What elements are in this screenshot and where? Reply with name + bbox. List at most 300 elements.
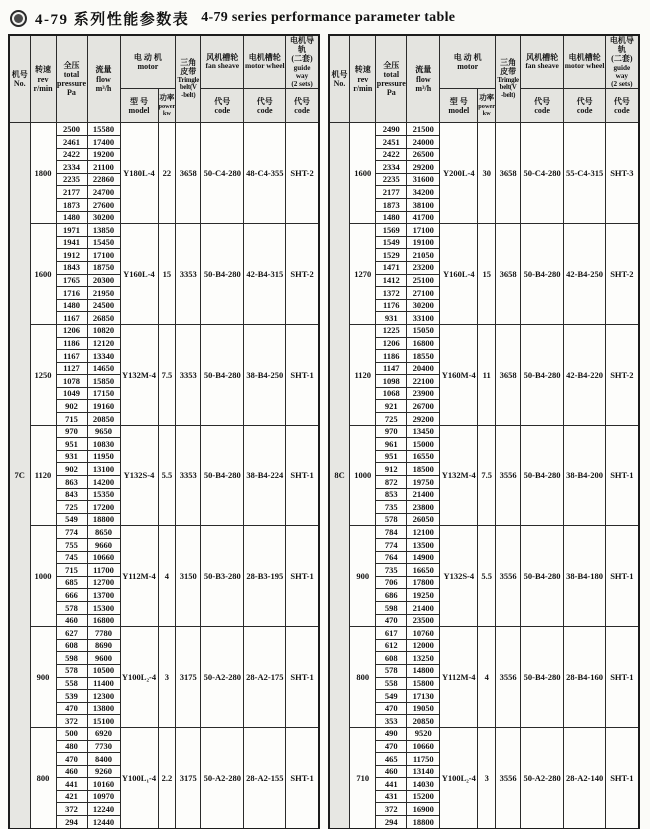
data-row xyxy=(329,727,639,740)
header-pressure: 全压 total pressure Pa xyxy=(56,35,87,123)
fan-sheave-code-cell: 50-B4-280 xyxy=(521,324,564,425)
pressure-cell: 2235 xyxy=(376,173,407,186)
pressure-cell: 558 xyxy=(56,677,87,690)
flow-cell: 13450 xyxy=(407,425,440,438)
flow-cell: 16800 xyxy=(87,614,120,627)
rev-cell: 1000 xyxy=(350,425,376,526)
flow-cell: 15800 xyxy=(407,677,440,690)
data-row xyxy=(329,627,639,640)
pressure-cell: 2461 xyxy=(56,136,87,149)
fan-sheave-code-cell: 50-A2-280 xyxy=(201,627,244,728)
pressure-cell: 774 xyxy=(376,539,407,552)
flow-cell: 14030 xyxy=(407,778,440,791)
pressure-cell: 1078 xyxy=(56,375,87,388)
belt-cell: 3175 xyxy=(176,727,201,828)
header-no: 机号 No. xyxy=(9,35,30,123)
data-row xyxy=(9,627,319,640)
flow-cell: 21400 xyxy=(407,601,440,614)
pressure-cell: 627 xyxy=(56,627,87,640)
guide-code-cell: SHT-1 xyxy=(606,526,639,627)
motor-model-cell: Y100L₂-4 xyxy=(440,727,478,828)
fan-sheave-code-cell: 50-B4-280 xyxy=(201,425,244,526)
pressure-cell: 951 xyxy=(56,438,87,451)
motor-model-cell: Y160L-4 xyxy=(440,224,478,325)
motor-wheel-code-cell: 38-B4-180 xyxy=(564,526,606,627)
flow-cell: 21950 xyxy=(87,287,120,300)
header-code-guide: 代号 code xyxy=(286,89,319,123)
pressure-cell: 2334 xyxy=(376,161,407,174)
rev-cell: 1270 xyxy=(350,224,376,325)
pressure-cell: 1569 xyxy=(376,224,407,237)
belt-cell: 3150 xyxy=(176,526,201,627)
rev-cell: 1120 xyxy=(30,425,56,526)
flow-cell: 26850 xyxy=(87,312,120,325)
pressure-cell: 1098 xyxy=(376,375,407,388)
power-cell: 2.2 xyxy=(158,727,176,828)
flow-cell: 15100 xyxy=(87,715,120,728)
page-title xyxy=(0,0,650,34)
pressure-cell: 460 xyxy=(376,765,407,778)
page-title-en: 4-79 series performance parameter table xyxy=(201,10,456,25)
motor-wheel-code-cell: 28-B3-195 xyxy=(244,526,286,627)
flow-cell: 13340 xyxy=(87,350,120,363)
flow-cell: 18750 xyxy=(87,261,120,274)
page-title-cn: 4-79 系列性能参数表 xyxy=(35,11,190,28)
fan-sheave-code-cell: 50-B4-280 xyxy=(521,425,564,526)
flow-cell: 11750 xyxy=(407,753,440,766)
belt-cell: 3353 xyxy=(176,224,201,325)
flow-cell: 29200 xyxy=(407,161,440,174)
flow-cell: 7730 xyxy=(87,740,120,753)
pressure-cell: 1372 xyxy=(376,287,407,300)
pressure-cell: 2422 xyxy=(376,148,407,161)
guide-code-cell: SHT-1 xyxy=(286,526,319,627)
flow-cell: 17400 xyxy=(87,136,120,149)
pressure-cell: 441 xyxy=(56,778,87,791)
pressure-cell: 578 xyxy=(376,513,407,526)
flow-cell: 15580 xyxy=(87,123,120,136)
header-motor: 电 动 机 motor xyxy=(440,35,496,89)
pressure-cell: 598 xyxy=(376,601,407,614)
flow-cell: 17130 xyxy=(407,690,440,703)
flow-cell: 16550 xyxy=(407,450,440,463)
motor-model-cell: Y132S-4 xyxy=(440,526,478,627)
flow-cell: 13250 xyxy=(407,652,440,665)
pressure-cell: 490 xyxy=(376,727,407,740)
data-row xyxy=(329,425,639,438)
flow-cell: 21100 xyxy=(87,161,120,174)
pressure-cell: 1480 xyxy=(376,211,407,224)
motor-wheel-code-cell: 42-B4-220 xyxy=(564,324,606,425)
motor-model-cell: Y112M-4 xyxy=(440,627,478,728)
pressure-cell: 1412 xyxy=(376,274,407,287)
pressure-cell: 441 xyxy=(376,778,407,791)
pressure-cell: 1480 xyxy=(56,299,87,312)
pressure-cell: 1186 xyxy=(376,350,407,363)
header-guide: 电机导轨 (二套) guide way (2 sets) xyxy=(286,35,319,89)
flow-cell: 24500 xyxy=(87,299,120,312)
flow-cell: 41700 xyxy=(407,211,440,224)
pressure-cell: 372 xyxy=(56,715,87,728)
pressure-cell: 539 xyxy=(56,690,87,703)
flow-cell: 19160 xyxy=(87,400,120,413)
fan-sheave-code-cell: 50-A2-280 xyxy=(521,727,564,828)
pressure-cell: 2235 xyxy=(56,173,87,186)
pressure-cell: 612 xyxy=(376,639,407,652)
pressure-cell: 1873 xyxy=(376,198,407,211)
pressure-cell: 1049 xyxy=(56,387,87,400)
flow-cell: 30200 xyxy=(87,211,120,224)
pressure-cell: 1206 xyxy=(56,324,87,337)
pressure-cell: 970 xyxy=(376,425,407,438)
flow-cell: 15350 xyxy=(87,488,120,501)
pressure-cell: 970 xyxy=(56,425,87,438)
flow-cell: 17200 xyxy=(87,501,120,514)
pressure-cell: 735 xyxy=(376,501,407,514)
belt-cell: 3556 xyxy=(496,727,521,828)
flow-cell: 17100 xyxy=(407,224,440,237)
pressure-cell: 460 xyxy=(56,614,87,627)
pressure-cell: 715 xyxy=(56,564,87,577)
pressure-cell: 470 xyxy=(56,753,87,766)
rev-cell: 1000 xyxy=(30,526,56,627)
pressure-cell: 421 xyxy=(56,790,87,803)
pressure-cell: 1912 xyxy=(56,249,87,262)
flow-cell: 29200 xyxy=(407,413,440,426)
pressure-cell: 1971 xyxy=(56,224,87,237)
header-code-wheel: 代号 code xyxy=(244,89,286,123)
motor-wheel-code-cell: 38-B4-200 xyxy=(564,425,606,526)
pressure-cell: 1471 xyxy=(376,261,407,274)
flow-cell: 14900 xyxy=(407,551,440,564)
flow-cell: 15850 xyxy=(87,375,120,388)
flow-cell: 10970 xyxy=(87,790,120,803)
pressure-cell: 353 xyxy=(376,715,407,728)
pressure-cell: 902 xyxy=(56,463,87,476)
rev-cell: 1250 xyxy=(30,324,56,425)
pressure-cell: 1549 xyxy=(376,236,407,249)
power-cell: 7.5 xyxy=(478,425,496,526)
pressure-cell: 558 xyxy=(376,677,407,690)
belt-cell: 3658 xyxy=(496,224,521,325)
pressure-cell: 431 xyxy=(376,790,407,803)
motor-model-cell: Y160M-4 xyxy=(440,324,478,425)
pressure-cell: 2334 xyxy=(56,161,87,174)
flow-cell: 15000 xyxy=(407,438,440,451)
parameter-table xyxy=(8,34,320,829)
fan-sheave-code-cell: 50-B4-280 xyxy=(201,224,244,325)
header-model: 型 号 model xyxy=(440,89,478,123)
rev-cell: 1800 xyxy=(30,123,56,224)
flow-cell: 30200 xyxy=(407,299,440,312)
tables-row xyxy=(0,34,650,829)
flow-cell: 19200 xyxy=(87,148,120,161)
pressure-cell: 902 xyxy=(56,400,87,413)
flow-cell: 9660 xyxy=(87,539,120,552)
pressure-cell: 1186 xyxy=(56,337,87,350)
fan-sheave-code-cell: 50-B4-280 xyxy=(521,224,564,325)
flow-cell: 10830 xyxy=(87,438,120,451)
guide-code-cell: SHT-2 xyxy=(606,324,639,425)
power-cell: 11 xyxy=(478,324,496,425)
belt-cell: 3175 xyxy=(176,627,201,728)
power-cell: 5.5 xyxy=(478,526,496,627)
pressure-cell: 372 xyxy=(56,803,87,816)
header-fan-sheave: 风机槽轮 fan sheave xyxy=(521,35,564,89)
pressure-cell: 725 xyxy=(56,501,87,514)
flow-cell: 11950 xyxy=(87,450,120,463)
parameter-table xyxy=(328,34,640,829)
motor-wheel-code-cell: 38-B4-224 xyxy=(244,425,286,526)
fan-sheave-code-cell: 50-B3-280 xyxy=(201,526,244,627)
flow-cell: 9600 xyxy=(87,652,120,665)
data-row xyxy=(9,224,319,237)
rev-cell: 800 xyxy=(30,727,56,828)
header-motor-wheel: 电机槽轮 motor wheel xyxy=(564,35,606,89)
motor-model-cell: Y200L-4 xyxy=(440,123,478,224)
motor-wheel-code-cell: 28-B4-160 xyxy=(564,627,606,728)
flow-cell: 21400 xyxy=(407,488,440,501)
pressure-cell: 608 xyxy=(376,652,407,665)
pressure-cell: 2490 xyxy=(376,123,407,136)
flow-cell: 12240 xyxy=(87,803,120,816)
pressure-cell: 853 xyxy=(376,488,407,501)
flow-cell: 14650 xyxy=(87,362,120,375)
pressure-cell: 685 xyxy=(56,576,87,589)
flow-cell: 10160 xyxy=(87,778,120,791)
header-rev: 转速 rev r/min xyxy=(350,35,376,123)
pressure-cell: 549 xyxy=(376,690,407,703)
guide-code-cell: SHT-2 xyxy=(286,123,319,224)
header-motor: 电 动 机 motor xyxy=(120,35,176,89)
rev-cell: 900 xyxy=(350,526,376,627)
pressure-cell: 578 xyxy=(56,664,87,677)
pressure-cell: 784 xyxy=(376,526,407,539)
flow-cell: 11400 xyxy=(87,677,120,690)
motor-wheel-code-cell: 28-A2-155 xyxy=(244,727,286,828)
header-no: 机号 No. xyxy=(329,35,350,123)
pressure-cell: 1873 xyxy=(56,198,87,211)
flow-cell: 10760 xyxy=(407,627,440,640)
guide-code-cell: SHT-1 xyxy=(606,727,639,828)
pressure-cell: 921 xyxy=(376,400,407,413)
data-row xyxy=(329,526,639,539)
pressure-cell: 931 xyxy=(376,312,407,325)
flow-cell: 16650 xyxy=(407,564,440,577)
flow-cell: 31600 xyxy=(407,173,440,186)
flow-cell: 15200 xyxy=(407,790,440,803)
header-power: 功率 power kw xyxy=(158,89,176,123)
header-model: 型 号 model xyxy=(120,89,158,123)
flow-cell: 11700 xyxy=(87,564,120,577)
flow-cell: 15050 xyxy=(407,324,440,337)
parameter-table-7c xyxy=(8,34,320,829)
flow-cell: 20850 xyxy=(87,413,120,426)
pressure-cell: 755 xyxy=(56,539,87,552)
guide-code-cell: SHT-2 xyxy=(606,224,639,325)
flow-cell: 26700 xyxy=(407,400,440,413)
header-belt: 三角 皮带 Trimgle belt(V -belt) xyxy=(496,35,521,123)
pressure-cell: 608 xyxy=(56,639,87,652)
data-row xyxy=(329,224,639,237)
guide-code-cell: SHT-1 xyxy=(606,627,639,728)
pressure-cell: 1176 xyxy=(376,299,407,312)
flow-cell: 12100 xyxy=(407,526,440,539)
pressure-cell: 1716 xyxy=(56,287,87,300)
guide-code-cell: SHT-1 xyxy=(606,425,639,526)
pressure-cell: 2500 xyxy=(56,123,87,136)
rev-cell: 710 xyxy=(350,727,376,828)
flow-cell: 8400 xyxy=(87,753,120,766)
pressure-cell: 470 xyxy=(376,740,407,753)
flow-cell: 21050 xyxy=(407,249,440,262)
flow-cell: 10660 xyxy=(407,740,440,753)
flow-cell: 26050 xyxy=(407,513,440,526)
flow-cell: 8650 xyxy=(87,526,120,539)
guide-code-cell: SHT-2 xyxy=(286,224,319,325)
flow-cell: 23900 xyxy=(407,387,440,400)
header-pressure: 全压 total pressure Pa xyxy=(376,35,407,123)
flow-cell: 21500 xyxy=(407,123,440,136)
flow-cell: 19750 xyxy=(407,476,440,489)
header-motor-wheel: 电机槽轮 motor wheel xyxy=(244,35,286,89)
pressure-cell: 372 xyxy=(376,803,407,816)
flow-cell: 22100 xyxy=(407,375,440,388)
header-code-fan: 代号 code xyxy=(201,89,244,123)
pressure-cell: 1480 xyxy=(56,211,87,224)
pressure-cell: 2451 xyxy=(376,136,407,149)
belt-cell: 3556 xyxy=(496,425,521,526)
flow-cell: 13140 xyxy=(407,765,440,778)
flow-cell: 18550 xyxy=(407,350,440,363)
flow-cell: 34200 xyxy=(407,186,440,199)
flow-cell: 17800 xyxy=(407,576,440,589)
flow-cell: 24700 xyxy=(87,186,120,199)
pressure-cell: 294 xyxy=(56,816,87,829)
power-cell: 15 xyxy=(158,224,176,325)
pressure-cell: 843 xyxy=(56,488,87,501)
power-cell: 3 xyxy=(478,727,496,828)
flow-cell: 19050 xyxy=(407,702,440,715)
pressure-cell: 961 xyxy=(376,438,407,451)
pressure-cell: 666 xyxy=(56,589,87,602)
pressure-cell: 863 xyxy=(56,476,87,489)
flow-cell: 13800 xyxy=(87,702,120,715)
fan-sheave-code-cell: 50-A2-280 xyxy=(201,727,244,828)
pressure-cell: 951 xyxy=(376,450,407,463)
pressure-cell: 460 xyxy=(56,765,87,778)
motor-wheel-code-cell: 42-B4-315 xyxy=(244,224,286,325)
flow-cell: 22860 xyxy=(87,173,120,186)
guide-code-cell: SHT-1 xyxy=(286,425,319,526)
rev-cell: 1600 xyxy=(30,224,56,325)
pressure-cell: 598 xyxy=(56,652,87,665)
pressure-cell: 470 xyxy=(376,614,407,627)
pressure-cell: 1843 xyxy=(56,261,87,274)
flow-cell: 15450 xyxy=(87,236,120,249)
flow-cell: 23800 xyxy=(407,501,440,514)
data-row xyxy=(9,727,319,740)
flow-cell: 12000 xyxy=(407,639,440,652)
flow-cell: 16800 xyxy=(407,337,440,350)
flow-cell: 27600 xyxy=(87,198,120,211)
flow-cell: 17150 xyxy=(87,387,120,400)
motor-wheel-code-cell: 55-C4-315 xyxy=(564,123,606,224)
flow-cell: 16900 xyxy=(407,803,440,816)
belt-cell: 3658 xyxy=(176,123,201,224)
flow-cell: 14200 xyxy=(87,476,120,489)
flow-cell: 20850 xyxy=(407,715,440,728)
motor-model-cell: Y160L-4 xyxy=(120,224,158,325)
pressure-cell: 617 xyxy=(376,627,407,640)
flow-cell: 10820 xyxy=(87,324,120,337)
guide-code-cell: SHT-1 xyxy=(286,627,319,728)
fan-sheave-code-cell: 50-C4-280 xyxy=(201,123,244,224)
pressure-cell: 715 xyxy=(56,413,87,426)
motor-model-cell: Y132S-4 xyxy=(120,425,158,526)
guide-code-cell: SHT-1 xyxy=(286,727,319,828)
flow-cell: 9260 xyxy=(87,765,120,778)
motor-wheel-code-cell: 42-B4-250 xyxy=(564,224,606,325)
flow-cell: 18800 xyxy=(87,513,120,526)
pressure-cell: 480 xyxy=(56,740,87,753)
belt-cell: 3556 xyxy=(496,627,521,728)
guide-code-cell: SHT-3 xyxy=(606,123,639,224)
header-belt: 三角 皮带 Trimgle belt(V -belt) xyxy=(176,35,201,123)
flow-cell: 23200 xyxy=(407,261,440,274)
belt-cell: 3658 xyxy=(496,324,521,425)
flow-cell: 13500 xyxy=(407,539,440,552)
power-cell: 4 xyxy=(158,526,176,627)
pressure-cell: 470 xyxy=(56,702,87,715)
belt-cell: 3658 xyxy=(496,123,521,224)
data-row xyxy=(329,324,639,337)
pressure-cell: 1167 xyxy=(56,350,87,363)
data-row xyxy=(9,526,319,539)
motor-wheel-code-cell: 48-C4-355 xyxy=(244,123,286,224)
pressure-cell: 294 xyxy=(376,816,407,829)
header-code-wheel: 代号 code xyxy=(564,89,606,123)
pressure-cell: 764 xyxy=(376,551,407,564)
flow-cell: 23500 xyxy=(407,614,440,627)
flow-cell: 19100 xyxy=(407,236,440,249)
pressure-cell: 1147 xyxy=(376,362,407,375)
motor-wheel-code-cell: 38-B4-250 xyxy=(244,324,286,425)
motor-model-cell: Y180L-4 xyxy=(120,123,158,224)
pressure-cell: 1167 xyxy=(56,312,87,325)
flow-cell: 10660 xyxy=(87,551,120,564)
pressure-cell: 2177 xyxy=(56,186,87,199)
motor-model-cell: Y132M-4 xyxy=(440,425,478,526)
pressure-cell: 725 xyxy=(376,413,407,426)
flow-cell: 18500 xyxy=(407,463,440,476)
power-cell: 30 xyxy=(478,123,496,224)
power-cell: 22 xyxy=(158,123,176,224)
rev-cell: 1600 xyxy=(350,123,376,224)
pressure-cell: 872 xyxy=(376,476,407,489)
fan-sheave-code-cell: 50-B4-280 xyxy=(521,526,564,627)
motor-wheel-code-cell: 28-A2-140 xyxy=(564,727,606,828)
flow-cell: 12700 xyxy=(87,576,120,589)
motor-model-cell: Y100L₂-4 xyxy=(120,627,158,728)
rev-cell: 800 xyxy=(350,627,376,728)
flow-cell: 9650 xyxy=(87,425,120,438)
motor-wheel-code-cell: 28-A2-175 xyxy=(244,627,286,728)
flow-cell: 13100 xyxy=(87,463,120,476)
header-flow: 流量 flow m³/h xyxy=(407,35,440,123)
flow-cell: 8690 xyxy=(87,639,120,652)
flow-cell: 25100 xyxy=(407,274,440,287)
